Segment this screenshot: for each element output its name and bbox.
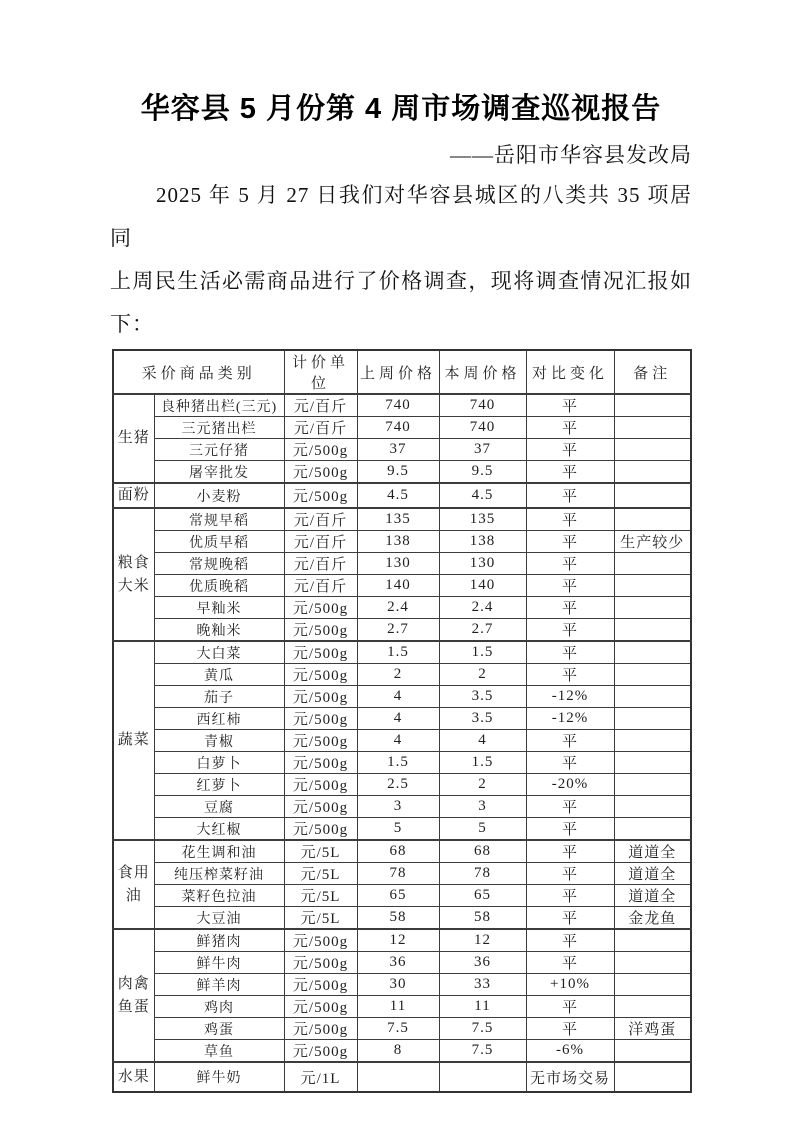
note-cell: [614, 974, 691, 996]
category-cell: 肉禽鱼蛋: [113, 929, 154, 1062]
unit-cell: 元/500g: [284, 619, 357, 642]
item-cell: 纯压榨菜籽油: [154, 863, 284, 885]
item-cell: 常规晚稻: [154, 553, 284, 575]
note-cell: [614, 439, 691, 461]
unit-cell: 元/500g: [284, 439, 357, 461]
this-price-cell: 65: [439, 885, 526, 907]
unit-cell: 元/500g: [284, 641, 357, 664]
unit-cell: 元/500g: [284, 664, 357, 686]
unit-cell: 元/500g: [284, 752, 357, 774]
item-cell: 晚籼米: [154, 619, 284, 642]
table-row: [113, 796, 691, 818]
intro-paragraph: [110, 174, 692, 346]
note-cell: [614, 553, 691, 575]
unit-cell: 元/500g: [284, 996, 357, 1018]
unit-cell: 元/500g: [284, 929, 357, 952]
change-cell: 平: [526, 907, 614, 930]
price-table: [112, 349, 692, 1093]
this-price-cell: 1.5: [439, 752, 526, 774]
this-price-cell: [439, 1062, 526, 1092]
last-price-cell: 9.5: [357, 461, 439, 484]
table-row: [113, 929, 691, 952]
table-row: [113, 885, 691, 907]
note-cell: 金龙鱼: [614, 907, 691, 930]
note-cell: [614, 929, 691, 952]
table-row: [113, 1040, 691, 1063]
this-price-cell: 58: [439, 907, 526, 930]
item-cell: 早籼米: [154, 597, 284, 619]
unit-cell: 元/500g: [284, 708, 357, 730]
note-cell: [614, 508, 691, 531]
unit-cell: 元/500g: [284, 483, 357, 508]
unit-cell: 元/百斤: [284, 553, 357, 575]
last-price-cell: 7.5: [357, 1018, 439, 1040]
note-cell: 道道全: [614, 885, 691, 907]
last-price-cell: 8: [357, 1040, 439, 1063]
change-cell: 平: [526, 641, 614, 664]
last-price-cell: 135: [357, 508, 439, 531]
table-row: [113, 996, 691, 1018]
note-cell: 道道全: [614, 840, 691, 863]
change-cell: 平: [526, 796, 614, 818]
header-row: [113, 350, 691, 394]
table-row: [113, 686, 691, 708]
item-cell: 鲜牛肉: [154, 952, 284, 974]
note-cell: [614, 483, 691, 508]
this-price-cell: 36: [439, 952, 526, 974]
header-this-week-price: 本周价格: [439, 350, 526, 394]
change-cell: 平: [526, 818, 614, 841]
change-cell: 平: [526, 394, 614, 417]
table-row: [113, 840, 691, 863]
unit-cell: 元/500g: [284, 597, 357, 619]
item-cell: 大红椒: [154, 818, 284, 841]
last-price-cell: 3: [357, 796, 439, 818]
change-cell: 平: [526, 952, 614, 974]
last-price-cell: 5: [357, 818, 439, 841]
last-price-cell: 68: [357, 840, 439, 863]
change-cell: 平: [526, 575, 614, 597]
table-row: [113, 483, 691, 508]
last-price-cell: 4.5: [357, 483, 439, 508]
last-price-cell: 140: [357, 575, 439, 597]
item-cell: 青椒: [154, 730, 284, 752]
item-cell: 鸡蛋: [154, 1018, 284, 1040]
this-price-cell: 2.7: [439, 619, 526, 642]
change-cell: 平: [526, 840, 614, 863]
table-row: [113, 1062, 691, 1092]
category-cell: 生猪: [113, 394, 154, 483]
this-price-cell: 2: [439, 774, 526, 796]
table-row: [113, 952, 691, 974]
last-price-cell: 2.5: [357, 774, 439, 796]
price-table-body: [113, 394, 691, 1092]
unit-cell: 元/5L: [284, 885, 357, 907]
change-cell: -20%: [526, 774, 614, 796]
note-cell: [614, 619, 691, 642]
unit-cell: 元/百斤: [284, 417, 357, 439]
change-cell: 平: [526, 417, 614, 439]
change-cell: 平: [526, 996, 614, 1018]
item-cell: 三元仔猪: [154, 439, 284, 461]
change-cell: 平: [526, 439, 614, 461]
note-cell: [614, 1062, 691, 1092]
change-cell: 平: [526, 508, 614, 531]
last-price-cell: 11: [357, 996, 439, 1018]
table-row: [113, 394, 691, 417]
note-cell: [614, 708, 691, 730]
unit-cell: 元/5L: [284, 840, 357, 863]
note-cell: [614, 664, 691, 686]
note-cell: 生产较少: [614, 531, 691, 553]
note-cell: [614, 417, 691, 439]
this-price-cell: 3: [439, 796, 526, 818]
change-cell: 平: [526, 730, 614, 752]
this-price-cell: 2.4: [439, 597, 526, 619]
table-row: [113, 752, 691, 774]
header-last-week-price: 上周价格: [357, 350, 439, 394]
change-cell: 平: [526, 929, 614, 952]
last-price-cell: 2.4: [357, 597, 439, 619]
change-cell: +10%: [526, 974, 614, 996]
unit-cell: 元/500g: [284, 774, 357, 796]
this-price-cell: 130: [439, 553, 526, 575]
unit-cell: 元/500g: [284, 952, 357, 974]
last-price-cell: 740: [357, 417, 439, 439]
item-cell: 三元猪出栏: [154, 417, 284, 439]
last-price-cell: 2.7: [357, 619, 439, 642]
item-cell: 小麦粉: [154, 483, 284, 508]
last-price-cell: 37: [357, 439, 439, 461]
change-cell: 平: [526, 1018, 614, 1040]
this-price-cell: 68: [439, 840, 526, 863]
this-price-cell: 33: [439, 974, 526, 996]
note-cell: [614, 641, 691, 664]
last-price-cell: [357, 1062, 439, 1092]
table-row: [113, 730, 691, 752]
category-cell: 粮食大米: [113, 508, 154, 641]
this-price-cell: 12: [439, 929, 526, 952]
last-price-cell: 2: [357, 664, 439, 686]
unit-cell: 元/百斤: [284, 394, 357, 417]
this-price-cell: 37: [439, 439, 526, 461]
category-cell: 食用油: [113, 840, 154, 929]
this-price-cell: 78: [439, 863, 526, 885]
header-unit: 计价单位: [284, 350, 357, 394]
this-price-cell: 7.5: [439, 1040, 526, 1063]
table-row: [113, 1018, 691, 1040]
note-cell: [614, 1040, 691, 1063]
change-cell: -12%: [526, 708, 614, 730]
table-row: [113, 417, 691, 439]
change-cell: 平: [526, 752, 614, 774]
this-price-cell: 11: [439, 996, 526, 1018]
unit-cell: 元/百斤: [284, 575, 357, 597]
change-cell: 平: [526, 619, 614, 642]
note-cell: [614, 774, 691, 796]
this-price-cell: 140: [439, 575, 526, 597]
this-price-cell: 3.5: [439, 708, 526, 730]
this-price-cell: 4: [439, 730, 526, 752]
this-price-cell: 135: [439, 508, 526, 531]
note-cell: 道道全: [614, 863, 691, 885]
table-row: [113, 597, 691, 619]
this-price-cell: 2: [439, 664, 526, 686]
unit-cell: 元/500g: [284, 974, 357, 996]
intro-line-1: 2025 年 5 月 27 日我们对华容县城区的八类共 35 项居同: [110, 183, 692, 250]
unit-cell: 元/500g: [284, 730, 357, 752]
last-price-cell: 30: [357, 974, 439, 996]
this-price-cell: 3.5: [439, 686, 526, 708]
table-row: [113, 907, 691, 930]
change-cell: 无市场交易: [526, 1062, 614, 1092]
item-cell: 草鱼: [154, 1040, 284, 1063]
category-cell: 面粉: [113, 483, 154, 508]
unit-cell: 元/500g: [284, 1018, 357, 1040]
this-price-cell: 5: [439, 818, 526, 841]
item-cell: 大豆油: [154, 907, 284, 930]
change-cell: -6%: [526, 1040, 614, 1063]
this-price-cell: 4.5: [439, 483, 526, 508]
item-cell: 常规早稻: [154, 508, 284, 531]
this-price-cell: 740: [439, 394, 526, 417]
this-price-cell: 9.5: [439, 461, 526, 484]
category-cell: 蔬菜: [113, 641, 154, 840]
this-price-cell: 138: [439, 531, 526, 553]
item-cell: 茄子: [154, 686, 284, 708]
last-price-cell: 65: [357, 885, 439, 907]
change-cell: 平: [526, 664, 614, 686]
last-price-cell: 58: [357, 907, 439, 930]
table-row: [113, 774, 691, 796]
note-cell: 洋鸡蛋: [614, 1018, 691, 1040]
item-cell: 菜籽色拉油: [154, 885, 284, 907]
item-cell: 西红柿: [154, 708, 284, 730]
item-cell: 大白菜: [154, 641, 284, 664]
last-price-cell: 4: [357, 686, 439, 708]
unit-cell: 元/1L: [284, 1062, 357, 1092]
last-price-cell: 138: [357, 531, 439, 553]
table-row: [113, 461, 691, 484]
table-row: [113, 553, 691, 575]
unit-cell: 元/500g: [284, 686, 357, 708]
intro-line-3: 下：: [110, 312, 154, 336]
unit-cell: 元/百斤: [284, 531, 357, 553]
item-cell: 优质早稻: [154, 531, 284, 553]
intro-line-2: 上周民生活必需商品进行了价格调查，现将调查情况汇报如: [110, 269, 692, 293]
table-row: [113, 664, 691, 686]
change-cell: 平: [526, 597, 614, 619]
note-cell: [614, 597, 691, 619]
last-price-cell: 1.5: [357, 641, 439, 664]
note-cell: [614, 394, 691, 417]
change-cell: 平: [526, 483, 614, 508]
note-cell: [614, 461, 691, 484]
byline: ——岳阳市华容县发改局: [450, 143, 692, 167]
category-cell: 水果: [113, 1062, 154, 1092]
last-price-cell: 4: [357, 730, 439, 752]
change-cell: 平: [526, 553, 614, 575]
item-cell: 屠宰批发: [154, 461, 284, 484]
unit-cell: 元/百斤: [284, 508, 357, 531]
table-row: [113, 531, 691, 553]
item-cell: 鲜牛奶: [154, 1062, 284, 1092]
last-price-cell: 78: [357, 863, 439, 885]
note-cell: [614, 730, 691, 752]
change-cell: 平: [526, 863, 614, 885]
unit-cell: 元/500g: [284, 818, 357, 841]
note-cell: [614, 575, 691, 597]
table-row: [113, 974, 691, 996]
change-cell: 平: [526, 885, 614, 907]
note-cell: [614, 686, 691, 708]
item-cell: 白萝卜: [154, 752, 284, 774]
unit-cell: 元/5L: [284, 907, 357, 930]
item-cell: 豆腐: [154, 796, 284, 818]
table-row: [113, 641, 691, 664]
header-category: 采价商品类别: [113, 350, 284, 394]
note-cell: [614, 996, 691, 1018]
change-cell: -12%: [526, 686, 614, 708]
unit-cell: 元/500g: [284, 461, 357, 484]
table-row: [113, 575, 691, 597]
table-row: [113, 508, 691, 531]
unit-cell: 元/5L: [284, 863, 357, 885]
item-cell: 鲜羊肉: [154, 974, 284, 996]
last-price-cell: 36: [357, 952, 439, 974]
last-price-cell: 12: [357, 929, 439, 952]
table-row: [113, 818, 691, 841]
item-cell: 红萝卜: [154, 774, 284, 796]
this-price-cell: 7.5: [439, 1018, 526, 1040]
item-cell: 花生调和油: [154, 840, 284, 863]
table-row: [113, 439, 691, 461]
table-row: [113, 863, 691, 885]
page-title: 华容县 5 月份第 4 周市场调查巡视报告: [140, 93, 662, 125]
unit-cell: 元/500g: [284, 796, 357, 818]
table-row: [113, 708, 691, 730]
change-cell: 平: [526, 531, 614, 553]
price-table-header: [113, 350, 691, 394]
note-cell: [614, 952, 691, 974]
unit-cell: 元/500g: [284, 1040, 357, 1063]
last-price-cell: 1.5: [357, 752, 439, 774]
this-price-cell: 1.5: [439, 641, 526, 664]
change-cell: 平: [526, 461, 614, 484]
item-cell: 良种猪出栏(三元): [154, 394, 284, 417]
last-price-cell: 130: [357, 553, 439, 575]
header-note: 备注: [614, 350, 691, 394]
header-change: 对比变化: [526, 350, 614, 394]
note-cell: [614, 818, 691, 841]
note-cell: [614, 752, 691, 774]
item-cell: 优质晚稻: [154, 575, 284, 597]
item-cell: 黄瓜: [154, 664, 284, 686]
this-price-cell: 740: [439, 417, 526, 439]
note-cell: [614, 796, 691, 818]
item-cell: 鲜猪肉: [154, 929, 284, 952]
table-row: [113, 619, 691, 642]
item-cell: 鸡肉: [154, 996, 284, 1018]
last-price-cell: 740: [357, 394, 439, 417]
last-price-cell: 4: [357, 708, 439, 730]
